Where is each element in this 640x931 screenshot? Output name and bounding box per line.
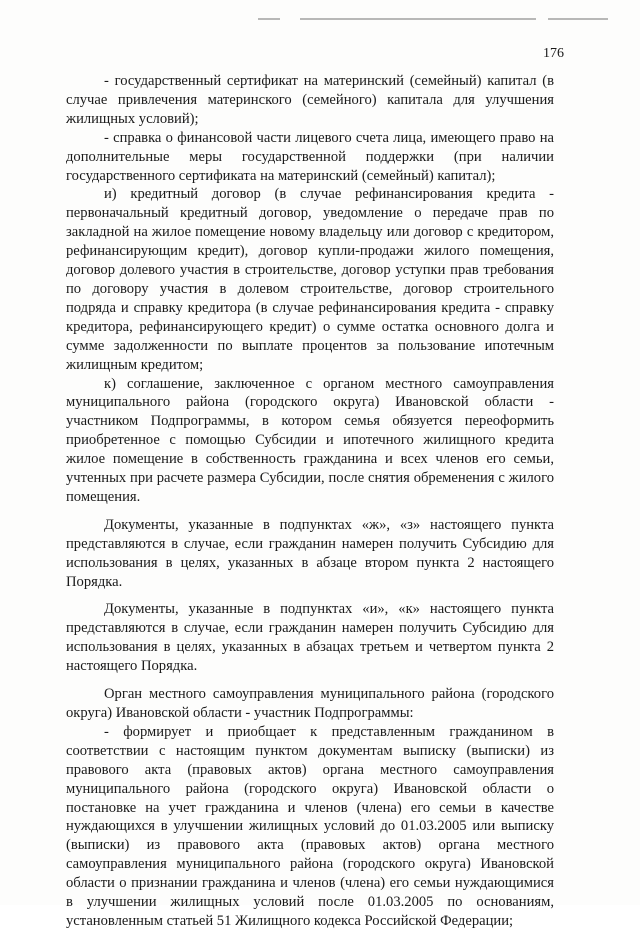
paragraph-documents-zh-z: Документы, указанные в подпунктах «ж», «з» настоящего пункта представляются в случае, если гражданин намерен получить Субсидию для использования в целях, указанных в абзаце втором пункта 2 настоящего Порядка. (66, 516, 554, 590)
paragraph-documents-i-k: Документы, указанные в подпунктах «и», «к» настоящего пункта представляются в случае, если гражданин намерен получить Субсидию для использования в целях, указанных в абзацах третьем и четвертом пункта 2 настоящего Порядка. (66, 601, 554, 675)
document-body (66, 72, 554, 931)
paragraph-forms-and-attaches: - формирует и приобщает к представленным гражданином в соответствии с настоящим пунктом документам выписку (выписки) из правового акта (правовых актов) органа местного самоуправления муниципального района (городского округа) Ивановской области о постановке на учет гражданина и членов (члена) его семьи в качестве нуждающихся в улучшении жилищных условий до 01.03.2005 или выписку (выписки) из правового акта (правовых актов) органа местного самоуправления муниципального района (городского округа) Ивановской области о признании гражданина и членов (члена) его семьи нуждающимися в улучшении жилищных условий после 01.03.2005 по основаниям, установленным статьей 51 Жилищного кодекса Российской Федерации; (66, 723, 554, 929)
scan-artifact-line (258, 18, 280, 20)
paragraph-financial-account-certificate: - справка о финансовой части лицевого счета лица, имеющего право на дополнительные меры государственной поддержки (при наличии государственного сертификата на материнский (семейный) капитал); (66, 129, 554, 184)
paragraph-credit-agreement: и) кредитный договор (в случае рефинансирования кредита - первоначальный кредитный договор, уведомление о передаче прав по закладной на жилое помещение новому владельцу или договор с кредитором, рефинансирующим кредит), договор купли-продажи жилого помещения, договор долевого участия в строительстве, договор уступки прав требования по договору участия в долевом строительстве, договор строительного подряда и справку кредитора (в случае рефинансирования кредита - справку кредитора, рефинансирующего кредит) о сумме остатка основного долга и сумме задолженности по выплате процентов за пользование ипотечным жилищным кредитом; (66, 186, 554, 373)
paragraph-local-government-agreement: к) соглашение, заключенное с органом местного самоуправления муниципального района (городского округа) Ивановской области - участником Подпрограммы, в котором семья обязуется переоформить приобретенное с помощью Субсидии и ипотечного жилищного кредита жилое помещение в собственность гражданина и всех членов его семьи, учтенных при расчете размера Субсидии, после снятия обременения с жилого помещения. (66, 375, 554, 505)
scan-artifact-line (300, 18, 536, 20)
page-number: 176 (543, 46, 564, 61)
scan-artifact-line (548, 18, 608, 20)
paragraph-maternity-certificate: - государственный сертификат на материнский (семейный) капитал (в случае привлечения материнского (семейного) капитала для улучшения жилищных условий); (66, 73, 554, 127)
paragraph-local-government-body: Орган местного самоуправления муниципального района (городского округа) Ивановской области - участник Подпрограммы: (66, 686, 554, 721)
